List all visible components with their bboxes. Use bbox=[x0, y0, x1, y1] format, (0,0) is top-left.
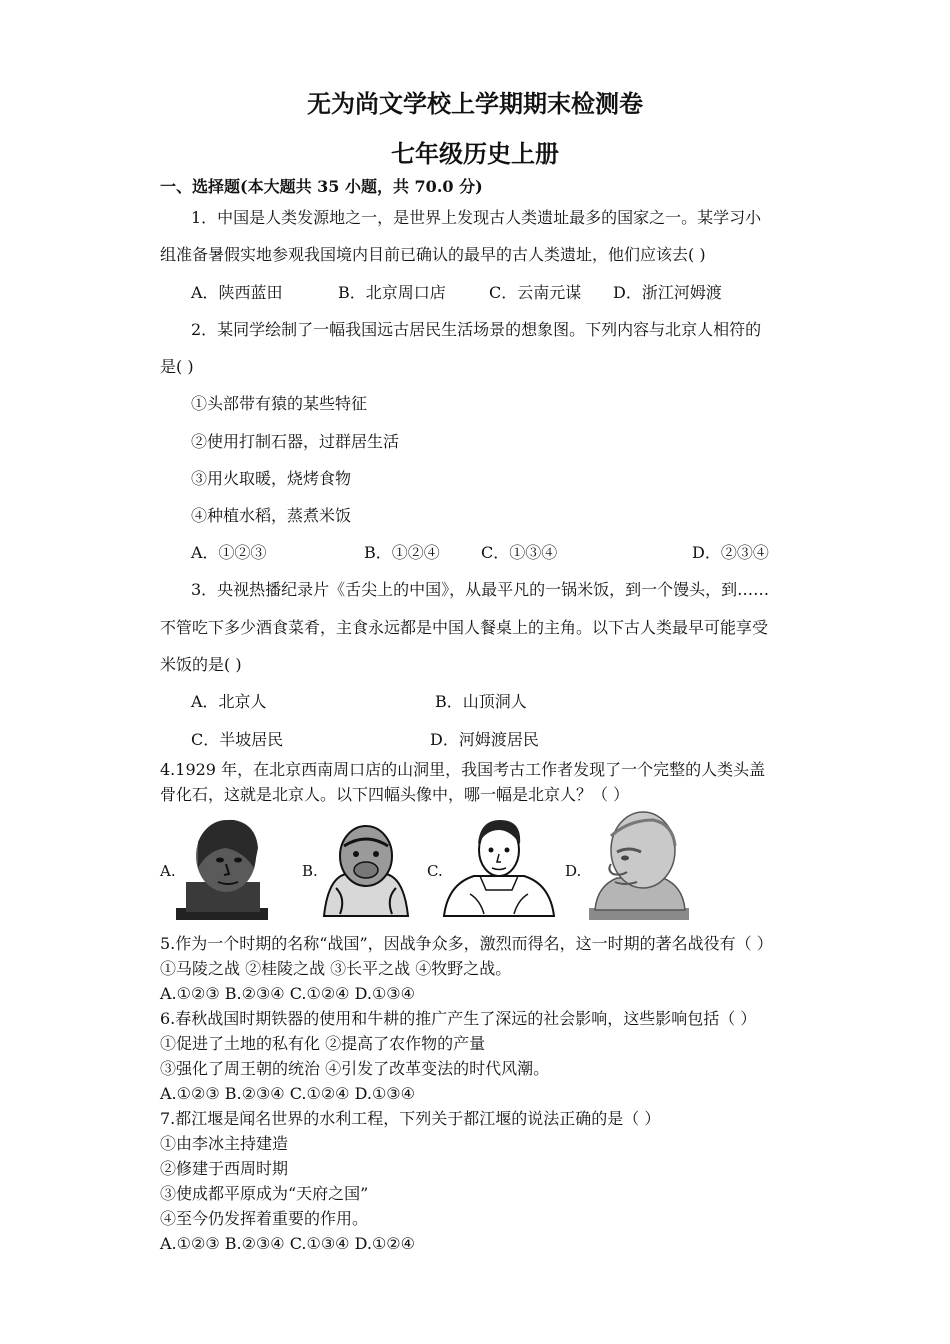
q2-option-a: A．①②③ bbox=[191, 543, 267, 562]
q3-option-d: D．河姆渡居民 bbox=[430, 730, 539, 749]
q6-answers: A.①②③ B.②③④ C.①②④ D.①③④ bbox=[160, 1084, 415, 1103]
q7-item-4: ④至今仍发挥着重要的作用。 bbox=[160, 1209, 369, 1228]
bust-sculpture-d bbox=[583, 806, 697, 922]
q1-option-c: C．云南元谋 bbox=[489, 283, 582, 302]
human-drawing-c bbox=[440, 814, 558, 918]
q5-line2: ①马陵之战 ②桂陵之战 ③长平之战 ④牧野之战。 bbox=[160, 959, 512, 978]
q4-line2: 骨化石，这就是北京人。以下四幅头像中，哪一幅是北京人？（ ） bbox=[160, 785, 630, 804]
q3-option-c: C．半坡居民 bbox=[191, 730, 284, 749]
q2-line2: 是( ) bbox=[160, 357, 194, 376]
q1-option-a: A．陕西蓝田 bbox=[191, 283, 283, 302]
q3-option-b: B．山顶洞人 bbox=[435, 692, 527, 711]
q2-option-b: B．①②④ bbox=[364, 543, 440, 562]
q4-line1: 4.1929 年，在北京西南周口店的山洞里，我国考古工作者发现了一个完整的人类头盖 bbox=[160, 760, 766, 779]
q5-answers: A.①②③ B.②③④ C.①②④ D.①③④ bbox=[160, 984, 415, 1003]
q6-line2: ①促进了土地的私有化 ②提高了农作物的产量 bbox=[160, 1034, 486, 1053]
q4-label-b: B. bbox=[302, 862, 318, 880]
q2-item-2: ②使用打制石器，过群居生活 bbox=[191, 432, 400, 451]
bust-photo-a bbox=[174, 812, 274, 922]
exam-title: 无为尚文学校上学期期末检测卷 bbox=[307, 89, 643, 118]
q1-line1: 1．中国是人类发源地之一，是世界上发现古人类遗址最多的国家之一。某学习小 bbox=[191, 208, 762, 227]
exam-subtitle: 七年级历史上册 bbox=[391, 139, 559, 168]
q1-option-d: D．浙江河姆渡 bbox=[613, 283, 722, 302]
q7-item-1: ①由李冰主持建造 bbox=[160, 1134, 289, 1153]
q2-item-3: ③用火取暖，烧烤食物 bbox=[191, 469, 352, 488]
q7-answers: A.①②③ B.②③④ C.①③④ D.①②④ bbox=[160, 1234, 415, 1253]
ape-drawing-b bbox=[316, 818, 416, 918]
q1-line2: 组准备暑假实地参观我国境内目前已确认的最早的古人类遗址，他们应该去( ) bbox=[160, 245, 706, 264]
q3-option-a: A．北京人 bbox=[191, 692, 267, 711]
q3-line2: 不管吃下多少酒食菜肴，主食永远都是中国人餐桌上的主角。以下古人类最早可能享受 bbox=[160, 618, 769, 637]
q2-item-4: ④种植水稻，蒸煮米饭 bbox=[191, 506, 352, 525]
q7-item-3: ③使成都平原成为“天府之国” bbox=[160, 1184, 369, 1203]
q4-label-d: D. bbox=[565, 862, 582, 880]
q3-line3: 米饭的是( ) bbox=[160, 655, 242, 674]
q2-option-c: C．①③④ bbox=[481, 543, 558, 562]
q4-label-c: C. bbox=[427, 862, 443, 880]
q7-item-2: ②修建于西周时期 bbox=[160, 1159, 289, 1178]
q6-line3: ③强化了周王朝的统治 ④引发了改革变法的时代风潮。 bbox=[160, 1059, 550, 1078]
q2-item-1: ①头部带有猿的某些特征 bbox=[191, 394, 368, 413]
q4-label-a: A. bbox=[160, 862, 176, 880]
q1-option-b: B．北京周口店 bbox=[338, 283, 446, 302]
q2-line1: 2．某同学绘制了一幅我国远古居民生活场景的想象图。下列内容与北京人相符的 bbox=[191, 320, 762, 339]
q5-line1: 5.作为一个时期的名称“战国”，因战争众多，激烈而得名，这一时期的著名战役有（ ） bbox=[160, 934, 773, 953]
q6-line1: 6.春秋战国时期铁器的使用和牛耕的推广产生了深远的社会影响，这些影响包括（ ） bbox=[160, 1009, 757, 1028]
q2-option-d: D．②③④ bbox=[692, 543, 769, 562]
section-heading: 一、选择题(本大题共 35 小题，共 70.0 分) bbox=[160, 177, 483, 196]
q3-line1: 3．央视热播纪录片《舌尖上的中国》，从最平凡的一锅米饭，到一个馒头，到…… bbox=[191, 580, 770, 599]
q7-line1: 7.都江堰是闻名世界的水利工程，下列关于都江堰的说法正确的是（ ） bbox=[160, 1109, 661, 1128]
